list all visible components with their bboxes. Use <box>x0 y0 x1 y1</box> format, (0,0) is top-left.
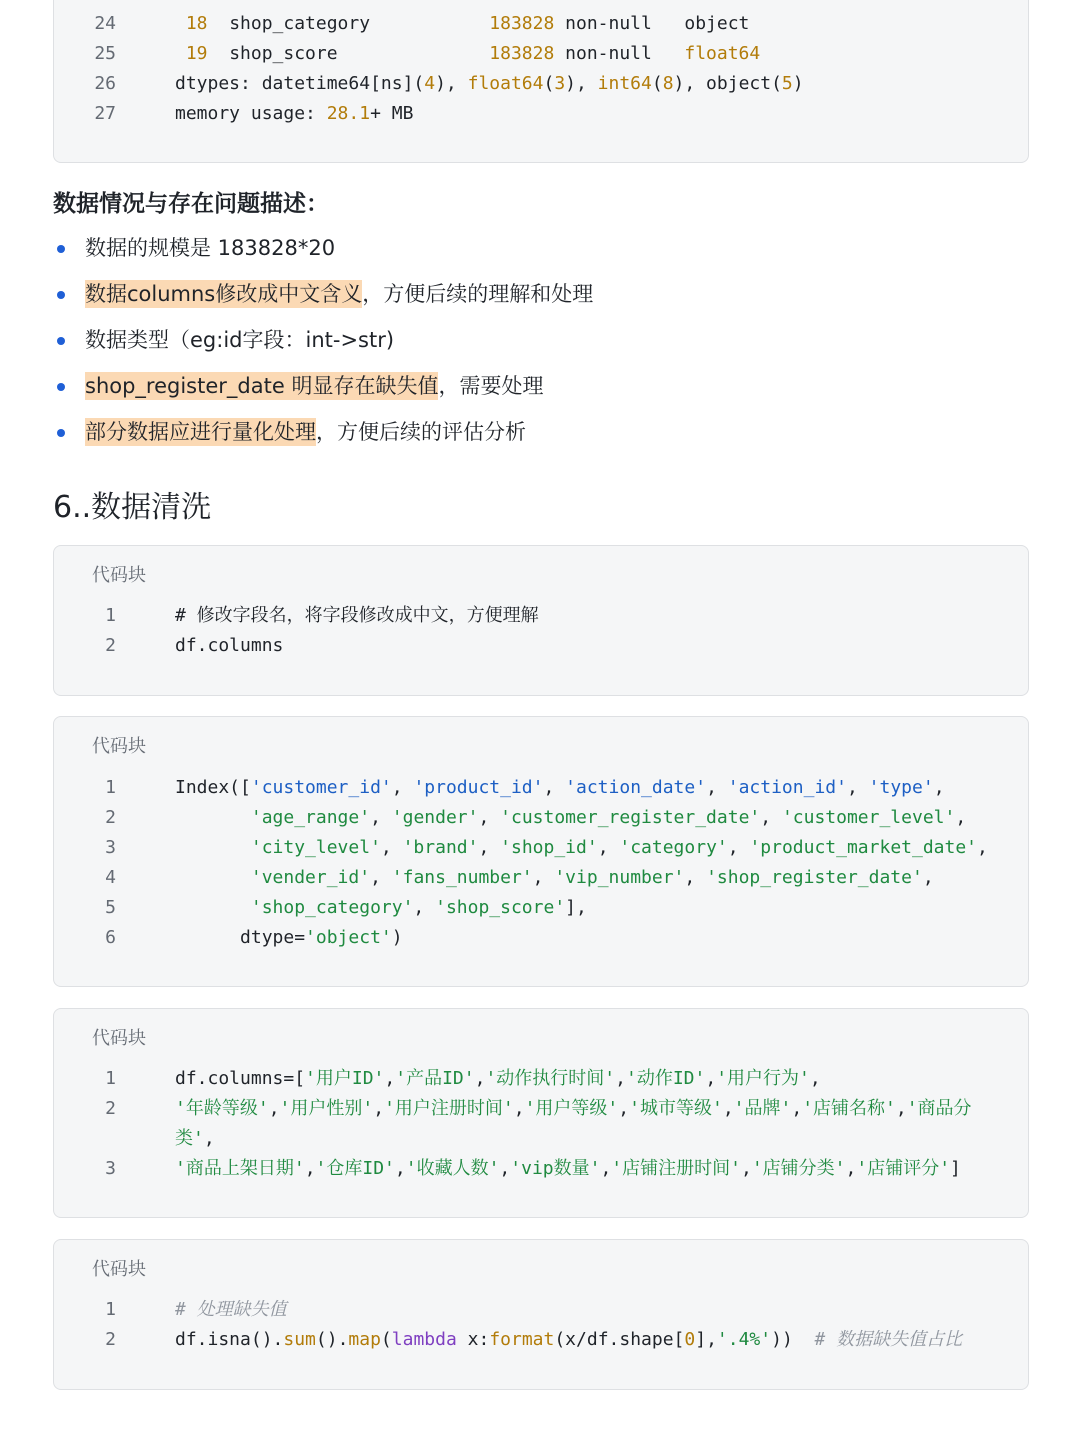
line-number: 3 <box>105 1158 116 1179</box>
code-token: 18 <box>175 13 208 34</box>
line-number: 26 <box>94 73 116 94</box>
code-token: ), <box>435 73 468 94</box>
line-number: 4 <box>105 867 116 888</box>
issue-text: ，方便后续的评估分析 <box>316 420 526 444</box>
code-token: '店铺注册时间' <box>611 1158 741 1179</box>
code-token: , <box>384 1068 396 1089</box>
code-token: 3 <box>554 73 566 94</box>
line-number: 2 <box>105 807 116 828</box>
code-text <box>175 601 539 631</box>
code-token: float64 <box>467 73 544 94</box>
code-token: '用户性别' <box>279 1098 374 1119</box>
code-token: , <box>615 1068 626 1089</box>
issue-text: ，需要处理 <box>438 374 544 398</box>
code-token: , <box>618 1098 630 1119</box>
issue-item <box>53 320 593 366</box>
code-token: 'brand' <box>402 837 479 858</box>
code-token: 'product_id' <box>413 777 544 798</box>
code-token <box>175 837 251 858</box>
code-token: ( <box>380 1329 392 1350</box>
code-token: , <box>543 777 566 798</box>
code-token: , <box>740 1158 752 1179</box>
line-number: 1 <box>105 777 116 798</box>
code-token: , <box>203 1128 215 1149</box>
code-text <box>175 1094 972 1124</box>
code-token: , <box>370 867 392 888</box>
code-token: lambda <box>391 1329 457 1350</box>
code-token <box>175 897 251 918</box>
code-token: int64 <box>597 73 652 94</box>
code-token: , <box>684 867 707 888</box>
code-token: df.columns=[ <box>175 1068 306 1089</box>
code-text <box>175 1154 961 1184</box>
code-token: , <box>600 1158 612 1179</box>
code-token: 'type' <box>868 777 934 798</box>
code-token: , <box>933 777 945 798</box>
code-token: df.isna(). <box>175 1329 284 1350</box>
code-text <box>175 1124 215 1154</box>
code-token: ) <box>792 73 804 94</box>
code-token: 'shop_category' <box>250 897 414 918</box>
code-token: , <box>268 1098 280 1119</box>
code-token: , <box>791 1098 803 1119</box>
code-token: 'shop_id' <box>500 837 598 858</box>
code-token: , <box>478 807 501 828</box>
code-token: )) <box>771 1329 815 1350</box>
code-token: '品牌' <box>733 1098 792 1119</box>
code-token: , <box>977 837 988 858</box>
code-block-label: 代码块 <box>92 736 146 757</box>
code-token: , <box>846 777 869 798</box>
code-token: 'action_date' <box>565 777 707 798</box>
code-token: dtype= <box>175 927 306 948</box>
issue-highlight: shop_register_date 明显存在缺失值 <box>85 374 439 398</box>
code-token: non-null <box>554 43 685 64</box>
line-number: 2 <box>105 1329 116 1350</box>
code-token: , <box>413 897 436 918</box>
code-token: 'vip_number' <box>554 867 685 888</box>
code-token: , <box>394 1158 406 1179</box>
code-text <box>175 39 760 69</box>
code-token: '城市等级' <box>629 1098 723 1119</box>
code-text <box>175 863 934 893</box>
code-text <box>175 1295 287 1325</box>
code-token: '年龄等级' <box>175 1098 269 1119</box>
issue-highlight: 部分数据应进行量化处理 <box>85 420 316 444</box>
code-token: '用户等级' <box>524 1098 619 1119</box>
issue-item <box>53 366 593 412</box>
code-token: ), <box>565 73 598 94</box>
line-number: 2 <box>105 635 116 656</box>
code-token: Index([ <box>175 777 251 798</box>
code-token: '动作ID' <box>625 1068 706 1089</box>
code-text <box>175 1325 962 1355</box>
code-text <box>175 99 413 129</box>
code-token: 'shop_score' <box>435 897 566 918</box>
code-token <box>175 867 251 888</box>
code-token: '动作执行时间' <box>485 1068 616 1089</box>
code-text <box>175 773 945 803</box>
code-token: '用户行为' <box>716 1068 810 1089</box>
code-text <box>175 69 804 99</box>
code-token: 'city_level' <box>250 837 381 858</box>
code-token: , <box>304 1158 316 1179</box>
code-token: dtypes: datetime64[ns]( <box>175 73 425 94</box>
code-token: , <box>955 807 967 828</box>
line-number: 1 <box>105 1299 116 1320</box>
code-token: ] <box>950 1158 961 1179</box>
code-token: float64 <box>684 43 761 64</box>
code-token: , <box>706 777 728 798</box>
code-text <box>175 9 749 39</box>
code-token: # 数据缺失值占比 <box>814 1329 963 1350</box>
line-number: 24 <box>94 13 116 34</box>
issue-item <box>53 228 593 274</box>
issue-text: 数据的规模是 183828*20 <box>85 236 336 260</box>
code-token: 'customer_register_date' <box>500 807 761 828</box>
code-token: , <box>373 1098 385 1119</box>
code-token: 类' <box>175 1128 204 1149</box>
code-token: 5 <box>781 73 793 94</box>
issues-heading: 数据情况与存在问题描述： <box>53 191 329 217</box>
code-token: (). <box>315 1329 349 1350</box>
code-text <box>175 893 587 923</box>
line-number: 5 <box>105 897 116 918</box>
line-number: 6 <box>105 927 116 948</box>
code-token: # 处理缺失值 <box>175 1299 287 1320</box>
line-number: 2 <box>105 1098 116 1119</box>
code-block-label: 代码块 <box>92 1028 146 1049</box>
code-token: shop_score <box>207 43 490 64</box>
code-token: df.columns <box>175 635 284 656</box>
code-block-label: 代码块 <box>92 1259 146 1280</box>
code-token: map <box>348 1329 381 1350</box>
issues-list <box>53 228 593 458</box>
code-token: '商品分 <box>906 1098 972 1119</box>
code-token: 19 <box>175 43 208 64</box>
code-token: (x/df.shape[ <box>554 1329 685 1350</box>
issue-text: 数据类型（eg:id字段：int->str) <box>85 328 395 352</box>
code-token: '店铺分类' <box>751 1158 846 1179</box>
code-block-label: 代码块 <box>92 565 146 586</box>
line-number: 25 <box>94 43 116 64</box>
code-block-columns-index <box>53 716 1029 987</box>
code-text <box>175 923 403 953</box>
code-token: x: <box>456 1329 490 1350</box>
code-token: '用户ID' <box>305 1068 385 1089</box>
section-title: 6..数据清洗 <box>53 490 212 525</box>
code-token: '仓库ID' <box>315 1158 395 1179</box>
code-token: memory usage: <box>175 103 327 124</box>
code-token: ) <box>391 927 403 948</box>
code-token: , <box>370 807 392 828</box>
line-number: 27 <box>94 103 116 124</box>
issue-item <box>53 274 593 320</box>
code-token: , <box>532 867 555 888</box>
line-number: 1 <box>105 1068 116 1089</box>
code-token: 'customer_id' <box>250 777 392 798</box>
code-token: 'vip数量' <box>510 1158 601 1179</box>
code-token: 'action_id' <box>727 777 847 798</box>
code-token: non-null object <box>554 13 750 34</box>
code-token: , <box>895 1098 907 1119</box>
code-token: , <box>809 1068 821 1089</box>
code-block-missing-values <box>53 1239 1029 1390</box>
code-block-columns-assign <box>53 1008 1029 1218</box>
code-token: , <box>474 1068 486 1089</box>
code-token: '用户注册时间' <box>384 1098 514 1119</box>
code-token: ), object( <box>673 73 782 94</box>
code-token: 'age_range' <box>250 807 371 828</box>
code-token: 28.1 <box>326 103 371 124</box>
code-token: 4 <box>424 73 436 94</box>
code-token: 183828 <box>489 43 555 64</box>
code-token: 'fans_number' <box>391 867 533 888</box>
code-token: '收藏人数' <box>405 1158 500 1179</box>
code-token: ], <box>695 1329 717 1350</box>
code-token: , <box>922 867 934 888</box>
code-token: 'product_market_date' <box>749 837 978 858</box>
code-token: ( <box>651 73 663 94</box>
code-text <box>175 1064 821 1094</box>
code-token: 'shop_register_date' <box>706 867 923 888</box>
code-token: '产品ID' <box>395 1068 475 1089</box>
code-token: ], <box>565 897 587 918</box>
code-token: 8 <box>662 73 674 94</box>
code-token: , <box>722 1098 734 1119</box>
code-token: 'customer_level' <box>781 807 956 828</box>
code-token: , <box>391 777 414 798</box>
code-text <box>175 803 966 833</box>
code-token: 'object' <box>305 927 392 948</box>
code-text <box>175 833 988 863</box>
code-token: , <box>380 837 403 858</box>
code-block-info-output <box>53 0 1029 163</box>
code-token: shop_category <box>207 13 490 34</box>
issue-item <box>53 412 593 458</box>
code-token: '店铺名称' <box>802 1098 896 1119</box>
line-number: 1 <box>105 605 116 626</box>
code-token <box>175 807 251 828</box>
code-token: , <box>727 837 750 858</box>
code-token: 'vender_id' <box>250 867 371 888</box>
code-token: , <box>478 837 501 858</box>
code-token: '商品上架日期' <box>175 1158 305 1179</box>
code-token: 'category' <box>619 837 728 858</box>
code-token: 183828 <box>489 13 555 34</box>
code-token: '.4%' <box>716 1329 772 1350</box>
code-token: ( <box>543 73 555 94</box>
code-block-rename-comment <box>53 545 1029 696</box>
code-token: , <box>760 807 782 828</box>
issue-text: ，方便后续的理解和处理 <box>362 282 594 306</box>
line-number: 3 <box>105 837 116 858</box>
code-token: , <box>499 1158 511 1179</box>
code-token: # 修改字段名，将字段修改成中文，方便理解 <box>175 605 539 626</box>
code-token: 'gender' <box>391 807 479 828</box>
code-token: '店铺评分' <box>856 1158 951 1179</box>
code-text <box>175 631 283 661</box>
code-token: , <box>597 837 620 858</box>
code-token: , <box>705 1068 717 1089</box>
code-token: + MB <box>370 103 414 124</box>
code-token: , <box>513 1098 525 1119</box>
code-token: 0 <box>684 1329 696 1350</box>
issue-highlight: 数据columns修改成中文含义 <box>85 282 363 306</box>
code-token: , <box>845 1158 857 1179</box>
code-token: format <box>489 1329 555 1350</box>
code-token: sum <box>283 1329 316 1350</box>
